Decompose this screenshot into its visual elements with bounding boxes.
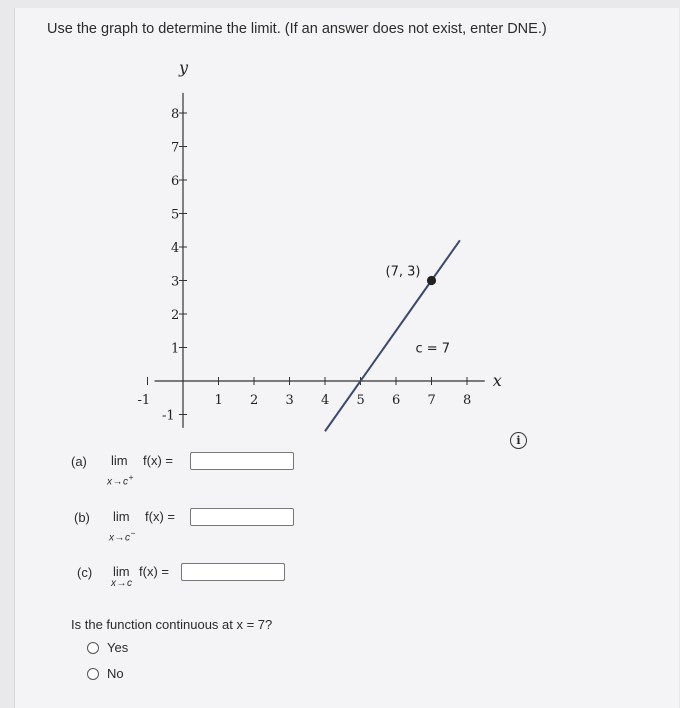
part-c-sub: x→c <box>111 578 133 589</box>
part-c-lim: lim <box>113 564 130 579</box>
part-b-answer-input[interactable] <box>190 508 294 526</box>
part-a-label: (a) <box>71 454 87 469</box>
x-tick-label: 3 <box>285 393 294 408</box>
x-tick-label: 4 <box>321 393 330 408</box>
y-tick-label: 2 <box>171 308 180 323</box>
ticks <box>138 107 472 424</box>
limit-graph <box>15 8 679 458</box>
option-yes[interactable] <box>87 640 128 655</box>
x-tick-label: 6 <box>392 393 401 408</box>
x-tick-label: -1 <box>137 393 151 408</box>
part-a-answer-input[interactable] <box>190 452 294 470</box>
part-b-sub: x→c− <box>109 528 136 544</box>
x-tick-label: 7 <box>427 393 436 408</box>
y-tick-label: 7 <box>171 140 180 156</box>
y-tick-label: 5 <box>171 207 180 223</box>
part-b-fx: f(x) = <box>145 509 175 524</box>
part-c-answer-input[interactable] <box>181 563 285 581</box>
continuity-question: Is the function continuous at x = 7? <box>71 617 273 632</box>
point-label: (7, 3) <box>385 264 421 280</box>
part-b-lim: lim <box>113 509 130 524</box>
part-b-label: (b) <box>74 510 90 525</box>
question-card <box>14 8 679 708</box>
option-yes-label: Yes <box>107 640 129 655</box>
option-no-label: No <box>107 666 124 681</box>
y-tick-label: 3 <box>171 274 180 290</box>
part-a-fx: f(x) = <box>143 453 173 468</box>
y-tick-label: 4 <box>171 241 180 256</box>
axes <box>155 58 502 428</box>
x-tick-label: 1 <box>214 393 223 408</box>
y-tick-label: -1 <box>162 408 175 424</box>
part-c-fx: f(x) = <box>139 564 169 579</box>
x-tick-label: 8 <box>463 393 472 408</box>
y-axis-label: y <box>179 57 189 77</box>
info-icon[interactable]: i <box>510 432 527 449</box>
radio-no[interactable] <box>87 668 99 680</box>
x-tick-label: 2 <box>250 393 259 408</box>
c-annotation: c = 7 <box>415 341 451 357</box>
radio-yes[interactable] <box>87 642 99 654</box>
x-tick-label: 5 <box>356 393 365 408</box>
part-c-label: (c) <box>77 565 93 580</box>
y-tick-label: 1 <box>171 341 180 357</box>
y-tick-label: 6 <box>171 174 180 189</box>
filled-point <box>428 277 436 285</box>
part-a-sub: x→c+ <box>107 472 134 488</box>
question-prompt: Use the graph to determine the limit. (If an answer does not exist, enter DNE.) <box>47 21 547 37</box>
option-no[interactable] <box>87 666 124 681</box>
x-axis-label: x <box>492 371 502 390</box>
part-a-lim: lim <box>111 453 128 468</box>
y-tick-label: 8 <box>171 107 180 122</box>
